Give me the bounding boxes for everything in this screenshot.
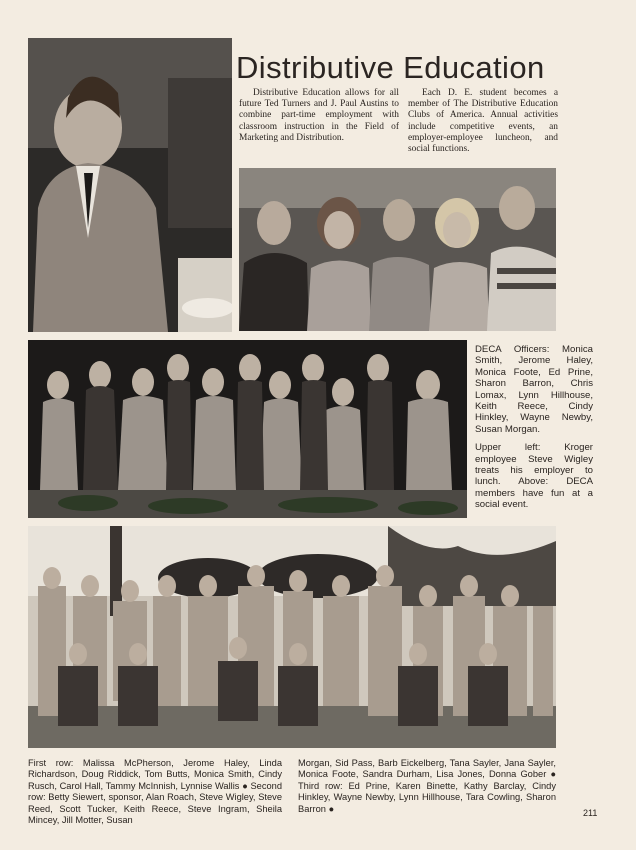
page-title: Distributive Education xyxy=(236,50,545,85)
photo-deca-group xyxy=(28,526,556,748)
group-caption-right: Morgan, Sid Pass, Barb Eickelberg, Tana Sayler, Jana Sayler, Monica Foote, Sandra Durham, Lisa Jones, Donna Gober ● Third row: Ed Prine, Karen Binette, Kathy Barclay, Cindy Hinkley, Wayne Newby, Lynn Hillhouse, Tara Cowling, Sharon Barron ● xyxy=(298,758,556,814)
officers-caption: DECA Officers: Monica Smith, Jerome Haley, Monica Foote, Ed Prine, Sharon Barron, Chris Lomax, Lynn Hillhouse, Keith Reece, Cindy Hinkley, Wayne Newby, Susan Morgan. xyxy=(475,344,593,435)
intro-text-left xyxy=(239,88,399,144)
photo-captions: Upper left: Kroger employee Steve Wigley treats his employer to lunch. Above: DECA members have fun at a social event. xyxy=(475,442,593,511)
officers-sidebar xyxy=(475,344,593,518)
intro-paragraph-left: Distributive Education allows for all future Ted Turners and J. Paul Austins to combine part-time employment with classroom instruction in the Field of Marketing and Distribution. xyxy=(239,88,399,143)
intro-text-right xyxy=(408,88,558,155)
photo-deca-officers xyxy=(28,340,467,518)
photo-social-event xyxy=(239,168,556,331)
group-caption-left: First row: Malissa McPherson, Jerome Haley, Linda Richardson, Doug Riddick, Tom Butts, Monica Smith, Cindy Rusch, Carol Hall, Tammy McInnish, Lynnise Wallis ● Second row: Betty Siewert, sponsor, Alan Roach, Steve Wigley, Steve Reed, Scott Tucker, Keith Reece, Steve Ingram, Sheila Mincey, Jill Motter, Susan xyxy=(28,758,282,826)
intro-paragraph-right: Each D. E. student becomes a member of The Distributive Education Clubs of America. Annual activities include competitive events, an employer-employee luncheon, and social functions. xyxy=(408,88,558,155)
page-number: 211 xyxy=(583,808,598,818)
photo-kroger-lunch xyxy=(28,38,232,332)
